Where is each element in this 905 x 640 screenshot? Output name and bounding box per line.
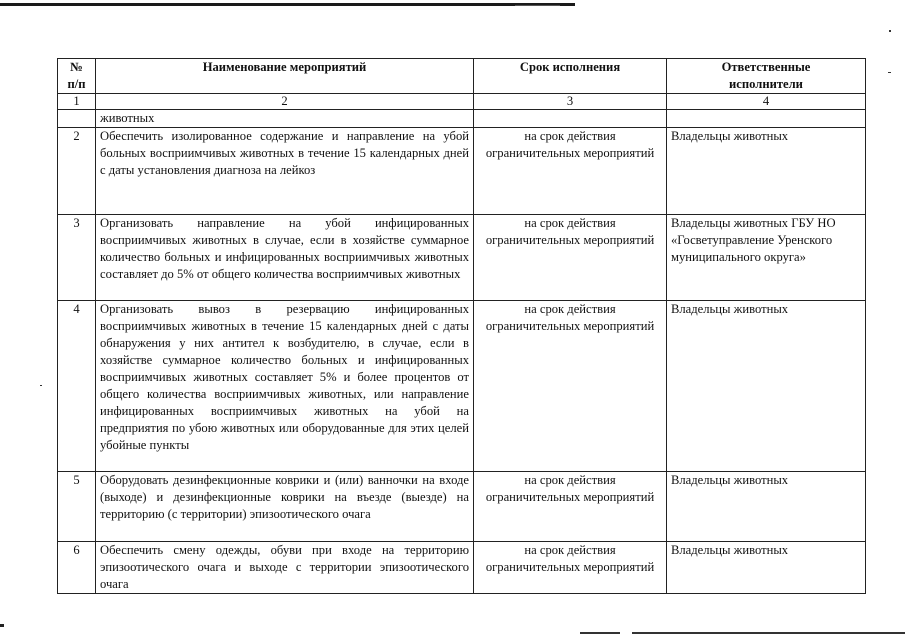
row-num: 2 bbox=[58, 128, 96, 215]
column-index-row bbox=[58, 94, 866, 110]
scan-speck bbox=[40, 385, 42, 386]
top-rule-thin bbox=[515, 5, 560, 6]
table-row bbox=[58, 472, 866, 542]
top-rule bbox=[0, 3, 575, 6]
table-row bbox=[58, 128, 866, 215]
table-header-row bbox=[58, 59, 866, 94]
bottom-rule-short bbox=[580, 632, 620, 634]
table-row bbox=[58, 301, 866, 472]
row-responsible: Владельцы животных ГБУ НО «Госветуправление Уренского муниципального округа» bbox=[667, 215, 866, 301]
header-term: Срок исполнения bbox=[474, 59, 667, 94]
row-responsible: Владельцы животных bbox=[667, 301, 866, 472]
row-responsible: Владельцы животных bbox=[667, 128, 866, 215]
row-name: Обеспечить изолированное содержание и направление на убой больных восприимчивых животных в течение 15 календарных дней с даты установления диагноза на лейкоз bbox=[96, 128, 474, 215]
header-num bbox=[58, 59, 96, 94]
row-num: 5 bbox=[58, 472, 96, 542]
header-responsible-line2: исполнители bbox=[729, 77, 803, 91]
row-responsible: Владельцы животных bbox=[667, 542, 866, 594]
row-name: Оборудовать дезинфекционные коврики и (или) ванночки на входе (выходе) и дезинфекционные коврики на въезде (выезде) на территорию (с территории) эпизоотического очага bbox=[96, 472, 474, 542]
table-row bbox=[58, 542, 866, 594]
row-num bbox=[58, 110, 96, 128]
row-term: на срок действия ограничительных мероприятий bbox=[474, 215, 667, 301]
table-row-continuation bbox=[58, 110, 866, 128]
header-num-line2: п/п bbox=[67, 77, 86, 91]
row-term: на срок действия ограничительных мероприятий bbox=[474, 472, 667, 542]
row-name: животных bbox=[96, 110, 474, 128]
column-index-2: 2 bbox=[96, 94, 474, 110]
column-index-3: 3 bbox=[474, 94, 667, 110]
scan-speck bbox=[888, 72, 891, 73]
column-index-4: 4 bbox=[667, 94, 866, 110]
row-num: 3 bbox=[58, 215, 96, 301]
header-responsible-line1: Ответственные bbox=[721, 60, 811, 74]
header-responsible bbox=[667, 59, 866, 94]
row-term: на срок действия ограничительных мероприятий bbox=[474, 301, 667, 472]
row-responsible bbox=[667, 110, 866, 128]
row-name: Организовать вывоз в резервацию инфицированных восприимчивых животных в течение 15 календарных дней с даты обнаружения у них антител к возбудителю, в случае, если в хозяйстве суммарное количество больных и инфицированных восприимчивых животных составляет 5% и более процентов от общего количества восприимчивых животных, или направление инфицированных восприимчивых животных на убой на предприятия по убою животных или оборудованные для этих целей убойные пункты bbox=[96, 301, 474, 472]
table-row bbox=[58, 215, 866, 301]
row-term: на срок действия ограничительных мероприятий bbox=[474, 542, 667, 594]
row-term bbox=[474, 110, 667, 128]
margin-mark bbox=[0, 624, 4, 627]
scan-speck bbox=[889, 30, 891, 32]
header-name: Наименование мероприятий bbox=[96, 59, 474, 94]
row-responsible: Владельцы животных bbox=[667, 472, 866, 542]
bottom-rule-long bbox=[632, 632, 905, 634]
measures-table bbox=[57, 58, 866, 594]
row-term: на срок действия ограничительных мероприятий bbox=[474, 128, 667, 215]
row-name: Обеспечить смену одежды, обуви при входе на территорию эпизоотического очага и выходе с территории эпизоотического очага bbox=[96, 542, 474, 594]
row-num: 6 bbox=[58, 542, 96, 594]
column-index-1: 1 bbox=[58, 94, 96, 110]
row-name: Организовать направление на убой инфицированных восприимчивых животных в случае, если в хозяйстве суммарное количество больных и инфицированных восприимчивых животных составляет до 5% от общего количества восприимчивых животных bbox=[96, 215, 474, 301]
row-num: 4 bbox=[58, 301, 96, 472]
header-num-line1: № bbox=[70, 60, 83, 74]
